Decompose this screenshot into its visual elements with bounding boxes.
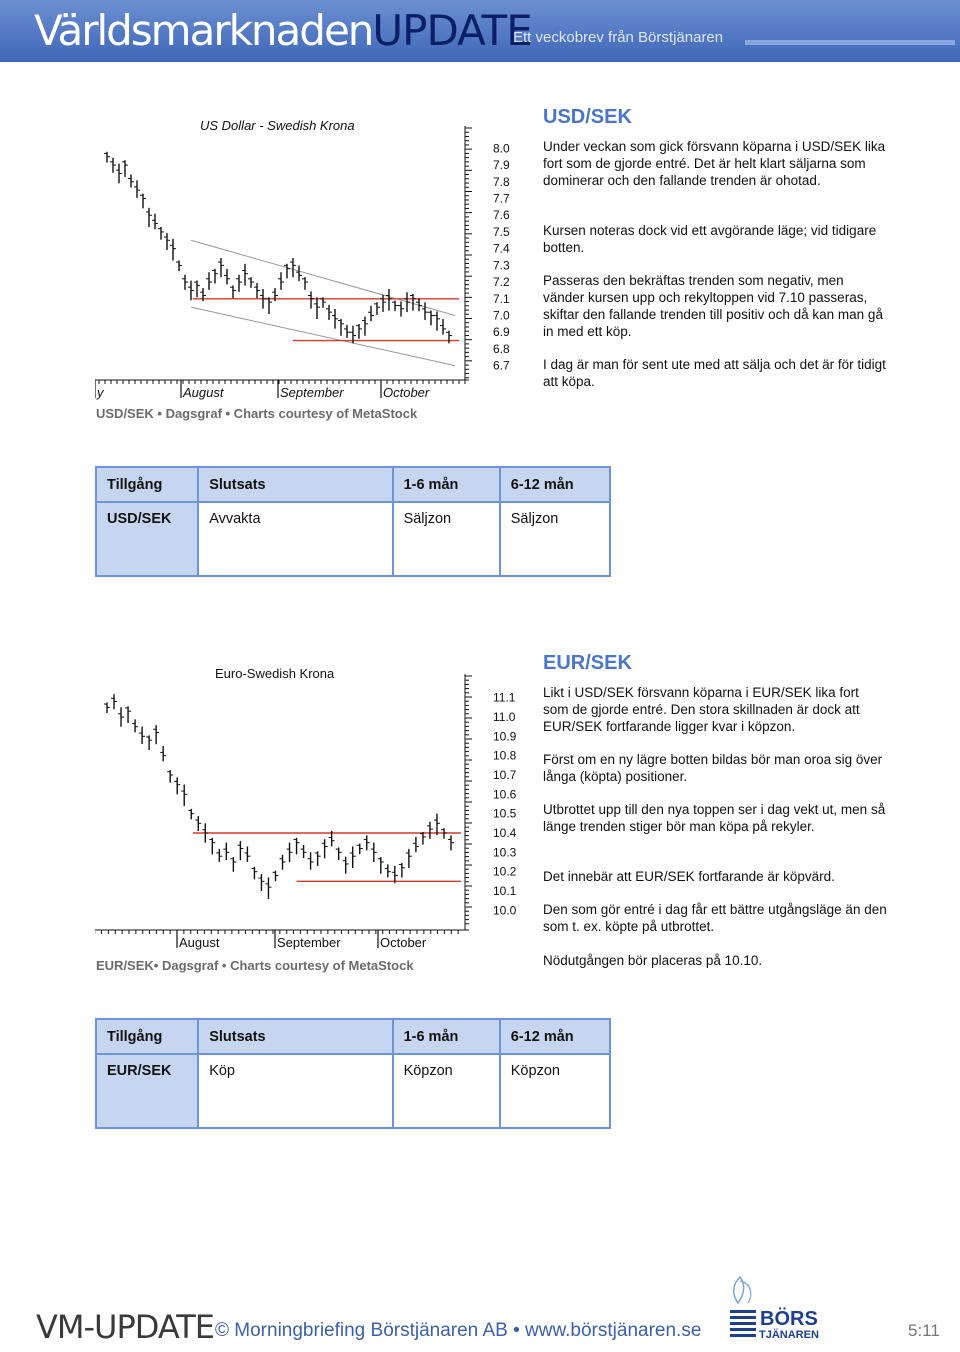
price-bar [446, 331, 452, 344]
price-bar [188, 809, 194, 820]
eur-paragraph-5: Den som gör entré i dag får ett bättre utgångsläge än den som t. ex. köpte på utbrottet. [543, 902, 887, 934]
eur-chart-caption: EUR/SEK• Dagsgraf • Charts courtesy of MetaStock [96, 958, 414, 973]
price-bar [132, 719, 138, 732]
price-bar [322, 839, 328, 858]
price-bar [357, 844, 363, 855]
price-bar [194, 281, 200, 298]
banner-rule [745, 40, 955, 45]
price-bar [284, 264, 290, 279]
price-bar [218, 258, 224, 277]
price-bar [110, 158, 116, 173]
cell-1-6-months: Köpzon [393, 1054, 500, 1128]
price-bar [104, 152, 110, 163]
price-bar [302, 277, 308, 290]
price-bar [182, 275, 188, 290]
price-bar [399, 863, 405, 878]
page-number: 5:11 [908, 1321, 940, 1340]
price-bar [308, 852, 314, 869]
usd-paragraph-2: Kursen noteras dock vid ett avgörande läge; vid tidigare botten. [543, 223, 877, 255]
price-bar [406, 849, 412, 868]
eur-paragraph-3: Utbrottet upp till den nya toppen ser i dag vekt ut, men så länge trenden stiger bör man köpa på rekyler. [543, 802, 886, 834]
chart-price-bars [104, 694, 461, 899]
price-bar [122, 160, 128, 177]
eur-paragraph-2: Först om en ny lägre botten bildas bör man oroa sig över långa (köpta) positioner. [543, 752, 883, 784]
price-bar [428, 311, 434, 326]
chart-title: US Dollar - Swedish Krona [200, 118, 355, 133]
price-bar [344, 325, 350, 338]
cell-asset: USD/SEK [96, 502, 198, 576]
price-bar [315, 851, 321, 866]
y-tick-label: 6.8 [493, 341, 510, 356]
footer-brand: VM-UPDATE [36, 1308, 215, 1346]
price-bar [258, 874, 264, 891]
price-bar [362, 316, 368, 335]
price-bar [290, 258, 296, 277]
price-bar [152, 214, 158, 230]
cell-conclusion: Avvakta [198, 502, 392, 576]
price-bar [440, 319, 446, 335]
price-bar [378, 857, 384, 874]
footer-copyright: © Morningbriefing Börstjänaren AB • www.börstjänaren.se [215, 1320, 702, 1341]
newsletter-subtitle: Ett veckobrev från Börstjänaren [513, 29, 724, 46]
price-bar [206, 272, 212, 290]
price-bar [420, 832, 426, 845]
price-bar [448, 835, 454, 850]
price-bar [392, 866, 398, 883]
price-bar [338, 319, 344, 336]
y-tick-label: 11.0 [493, 710, 516, 724]
cell-6-12-months: Köpzon [500, 1054, 610, 1128]
price-bar [167, 770, 173, 783]
price-bar [158, 227, 164, 240]
price-bar [230, 286, 236, 299]
svg-text:BÖRS: BÖRS [760, 1308, 818, 1330]
y-tick-label: 11.1 [493, 690, 516, 705]
newsletter-title [34, 6, 532, 56]
chart-x-axis [95, 930, 469, 950]
price-bar [146, 735, 152, 750]
price-bar [308, 291, 314, 308]
price-bar [422, 302, 428, 320]
x-tick-label: September [280, 385, 344, 400]
y-tick-label: 10.8 [493, 748, 517, 763]
price-bar [118, 707, 124, 726]
y-tick-label: 7.8 [493, 174, 510, 189]
price-bar [413, 837, 419, 852]
x-tick-label: August [179, 935, 220, 950]
usd-chart-caption: USD/SEK • Dagsgraf • Charts courtesy of MetaStock [96, 406, 418, 421]
price-bar [380, 295, 386, 312]
price-bar [374, 302, 380, 315]
header-6-12-months: 6-12 mån [500, 467, 610, 502]
cell-asset: EUR/SEK [96, 1054, 198, 1128]
y-tick-label: 10.7 [493, 768, 517, 782]
price-bar [195, 816, 201, 831]
header-banner [0, 0, 960, 62]
y-tick-label: 6.9 [493, 325, 510, 340]
price-bar [212, 269, 218, 284]
y-tick-label: 7.1 [493, 291, 510, 306]
eur-sek-chart [95, 658, 530, 954]
usd-sek-chart [95, 112, 530, 404]
price-bar [139, 727, 145, 744]
y-tick-label: 8.0 [493, 141, 510, 156]
price-bar [104, 702, 110, 713]
x-tick-label: October [383, 385, 430, 400]
y-tick-label: 10.9 [493, 729, 517, 744]
chart-y-axis [465, 674, 517, 930]
price-bar [140, 194, 146, 209]
price-bar [174, 777, 180, 794]
price-bar [181, 785, 187, 807]
price-bar [386, 289, 392, 311]
price-bar [160, 746, 166, 761]
usd-paragraph-3: Passeras den bekräftas trenden som negativ, men vänder kursen upp och rekyltoppen vid 7.10 passeras, skiftar den fallande trenden till positiv och då kan man gå in med ett köp. [543, 273, 883, 339]
price-bar [434, 311, 440, 330]
x-tick-label: August [183, 385, 224, 400]
price-bar [265, 877, 271, 899]
trend-channel-lower [191, 307, 455, 366]
usd-section-title: USD/SEK [543, 106, 632, 128]
eur-paragraph-6: Nödutgången bör placeras på 10.10. [543, 953, 763, 968]
price-bar [368, 306, 374, 322]
usd-paragraph-1: Under veckan som gick försvann köparna i USD/SEK lika fort som de gjorde entré. Det är helt klart säljarna som dominerar och den fallande trenden är ohotad. [543, 139, 886, 188]
cell-6-12-months: Säljzon [500, 502, 610, 576]
price-bar [153, 725, 159, 744]
y-tick-label: 10.6 [493, 787, 517, 802]
y-tick-label: 10.0 [493, 903, 517, 918]
y-tick-label: 10.3 [493, 845, 517, 860]
chart-x-axis [95, 380, 469, 400]
header-conclusion: Slutsats [198, 467, 392, 502]
price-bar [128, 174, 134, 187]
price-bar [364, 835, 370, 850]
price-bar [350, 846, 356, 868]
chart-price-bars [104, 152, 459, 366]
price-bar [164, 233, 170, 250]
usd-paragraph-4: I dag är man för sent ute med att sälja och det är för tidigt att köpa. [543, 357, 886, 389]
price-bar [244, 846, 250, 861]
price-bar [301, 845, 307, 858]
table-header-row [96, 1019, 610, 1054]
price-bar [336, 847, 342, 860]
price-bar [125, 706, 131, 723]
y-tick-label: 10.1 [493, 884, 517, 898]
price-bar [242, 264, 248, 286]
price-bar [170, 239, 176, 261]
header-1-6-months: 1-6 mån [393, 1019, 500, 1054]
price-bar [314, 297, 320, 319]
header-asset: Tillgång [96, 1019, 198, 1054]
y-tick-label: 7.4 [493, 241, 510, 256]
price-bar [427, 822, 433, 839]
price-bar [248, 277, 254, 288]
eur-paragraph-4: Det innebär att EUR/SEK fortfarande är köpvärd. [543, 869, 835, 884]
header-conclusion: Slutsats [198, 1019, 392, 1054]
y-tick-label: 10.2 [493, 864, 517, 879]
header-1-6-months: 1-6 mån [393, 467, 500, 502]
header-6-12-months: 6-12 mån [500, 1019, 610, 1054]
usd-summary-table [95, 466, 611, 577]
eur-paragraph-1: Likt i USD/SEK försvann köparna i EUR/SEK lika fort som de gjorde entré. Den stora skillnaden är dock att EUR/SEK fortfarande ligger kvar i köpzon. [543, 685, 860, 734]
price-bar [251, 867, 257, 880]
price-bar [266, 297, 272, 314]
price-bar [237, 841, 243, 860]
eur-summary-table [95, 1018, 611, 1129]
y-tick-label: 7.5 [493, 224, 510, 239]
y-tick-label: 7.6 [493, 208, 510, 223]
price-bar [332, 309, 338, 329]
price-bar [216, 849, 222, 862]
eur-section-title: EUR/SEK [543, 652, 632, 674]
price-bar [280, 855, 286, 870]
table-row [96, 502, 610, 576]
x-tick-label: y [97, 385, 104, 400]
chart-title: Euro-Swedish Krona [215, 666, 335, 681]
x-tick-label: October [380, 935, 427, 950]
price-bar [398, 301, 404, 316]
y-tick-label: 10.4 [493, 826, 517, 840]
price-bar [434, 814, 440, 836]
price-bar [287, 843, 293, 862]
cell-conclusion: Köp [198, 1054, 392, 1128]
title-main: Världsmarknaden [34, 6, 373, 55]
borstjanaren-logo [726, 1273, 846, 1343]
svg-text:TJÄNAREN: TJÄNAREN [759, 1329, 819, 1341]
price-bar [223, 843, 229, 860]
y-tick-label: 10.5 [493, 806, 517, 821]
price-bar [254, 283, 260, 298]
x-tick-label: September [277, 935, 341, 950]
table-header-row [96, 467, 610, 502]
price-bar [116, 164, 122, 184]
price-bar [134, 180, 140, 198]
price-bar [176, 260, 182, 271]
y-tick-label: 7.9 [493, 158, 510, 173]
cell-1-6-months: Säljzon [393, 502, 500, 576]
y-tick-label: 7.3 [493, 258, 510, 273]
y-tick-label: 7.7 [493, 191, 510, 206]
table-row [96, 1054, 610, 1128]
price-bar [404, 292, 410, 312]
y-tick-label: 6.7 [493, 358, 510, 373]
price-bar [385, 864, 391, 877]
price-bar [224, 269, 230, 285]
header-asset: Tillgång [96, 467, 198, 502]
price-bar [230, 857, 236, 872]
price-bar [296, 266, 302, 282]
price-bar [392, 301, 398, 312]
y-tick-label: 7.0 [493, 308, 510, 323]
price-bar [111, 694, 117, 709]
price-bar [343, 857, 349, 874]
title-accent: UPDATE [372, 6, 532, 55]
price-bar [371, 843, 377, 862]
price-bar [188, 281, 194, 301]
price-bar [272, 871, 278, 882]
price-bar [209, 838, 215, 855]
price-bar [146, 208, 152, 227]
y-tick-label: 7.2 [493, 275, 510, 290]
price-bar [294, 838, 300, 855]
price-bar [410, 294, 416, 311]
price-bar [236, 275, 242, 292]
price-bar [326, 305, 332, 320]
price-bar [278, 272, 284, 290]
chart-y-axis [465, 126, 510, 384]
price-bar [356, 324, 362, 339]
